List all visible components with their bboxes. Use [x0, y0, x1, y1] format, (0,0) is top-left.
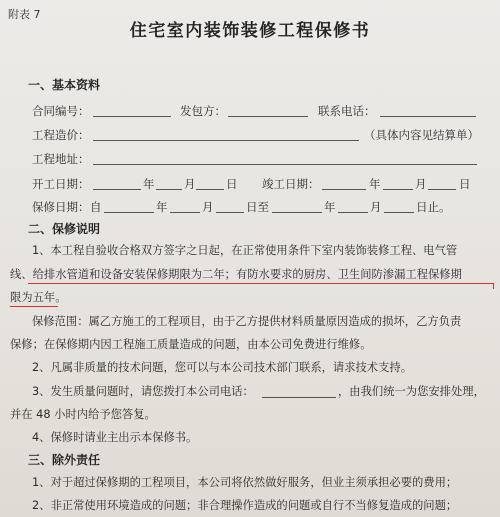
start-month-unit: 月 — [184, 177, 196, 191]
exclusion-2: 2、非正常使用环境造成的问题；非合理操作造成的问题或自行不当修复造成的问题； — [32, 499, 458, 512]
start-day-field[interactable] — [196, 189, 224, 190]
warranty-start-year-field[interactable] — [104, 212, 154, 213]
company-phone-field[interactable] — [262, 397, 336, 398]
attachment-number: 附表 7 — [8, 8, 41, 21]
note-1-line-3: 限为五年。 — [10, 291, 67, 304]
finish-date-label: 竣工日期： — [262, 177, 320, 191]
note-3-part-b: ，由我们统一为您安排处理， — [338, 385, 485, 398]
cost-field[interactable] — [93, 140, 359, 141]
warranty-start-month-unit: 月 — [202, 200, 214, 214]
cost-note: （具体内容见结算单） — [364, 128, 479, 142]
highlight-underline-1 — [28, 283, 494, 284]
phone-field[interactable] — [380, 116, 476, 117]
phone-label: 联系电话： — [318, 104, 376, 118]
warranty-end-month-unit: 月 — [370, 200, 382, 214]
warranty-end-day-field[interactable] — [384, 212, 414, 213]
note-3-line-2: 并在 48 小时内给予您答复。 — [10, 408, 156, 421]
exclusion-1: 1、对于超过保修期的工程项目，本公司将依然做好服务，但业主须承担必要的费用； — [32, 476, 458, 489]
contract-no-field[interactable] — [93, 116, 171, 117]
contract-no-label: 合同编号： — [32, 104, 90, 118]
warranty-end: 日止。 — [416, 200, 451, 214]
address-label: 工程地址： — [32, 152, 90, 166]
address-field[interactable] — [93, 164, 477, 165]
scope-line-1: 保修范围：属乙方施工的工程项目，由于乙方提供材料质量原因造成的损坏，乙方负责 — [32, 315, 462, 328]
section-warranty-notes-heading: 二、保修说明 — [28, 222, 101, 236]
party-a-field[interactable] — [228, 116, 308, 117]
section-basic-info-heading: 一、基本资料 — [28, 78, 101, 92]
finish-month-unit: 月 — [415, 177, 427, 191]
warranty-start-year-unit: 年 — [156, 200, 168, 214]
start-month-field[interactable] — [156, 189, 182, 190]
start-year-unit: 年 — [143, 177, 155, 191]
finish-month-field[interactable] — [383, 189, 413, 190]
finish-year-unit: 年 — [369, 177, 381, 191]
warranty-from: 自 — [90, 200, 102, 214]
note-1-line-2: 线、给排水管道和设备安装保修期限为二年；有防水要求的厨房、卫生间防渗漏工程保修期 — [10, 268, 462, 281]
warranty-start-day-field[interactable] — [216, 212, 244, 213]
document-title: 住宅室内装饰装修工程保修书 — [129, 21, 371, 41]
highlight-underline-hook — [493, 283, 494, 289]
party-a-label: 发包方： — [180, 104, 226, 118]
start-date-label: 开工日期： — [32, 177, 90, 191]
note-4: 4、保修时请业主出示本保修书。 — [32, 431, 198, 444]
warranty-end-month-field[interactable] — [338, 212, 368, 213]
note-3-part-a: 3、发生质量问题时，请您拨打本公司电话： — [32, 385, 254, 398]
note-2: 2、凡属非质量的技术问题，您可以与本公司技术部门联系，请求技术支持。 — [32, 361, 412, 374]
warranty-end-year-field[interactable] — [272, 212, 322, 213]
warranty-date-label: 保修日期： — [32, 200, 90, 214]
start-day-unit: 日 — [226, 177, 238, 191]
finish-day-field[interactable] — [428, 189, 456, 190]
warranty-end-year-unit: 年 — [324, 200, 336, 214]
note-1-line-1: 1、本工程自验收合格双方签字之日起，在正常使用条件下室内装饰装修工程、电气管 — [32, 244, 458, 257]
section-exclusions-heading: 三、除外责任 — [28, 453, 101, 467]
finish-year-field[interactable] — [322, 189, 366, 190]
warranty-to: 日至 — [246, 200, 269, 214]
warranty-start-month-field[interactable] — [170, 212, 200, 213]
finish-day-unit: 日 — [459, 177, 471, 191]
scope-line-2: 保修；在保修期内因工程施工质量造成的问题，由本公司免费进行维修。 — [10, 338, 372, 351]
cost-label: 工程造价： — [32, 128, 90, 142]
start-year-field[interactable] — [93, 189, 141, 190]
highlight-underline-2 — [10, 306, 58, 307]
